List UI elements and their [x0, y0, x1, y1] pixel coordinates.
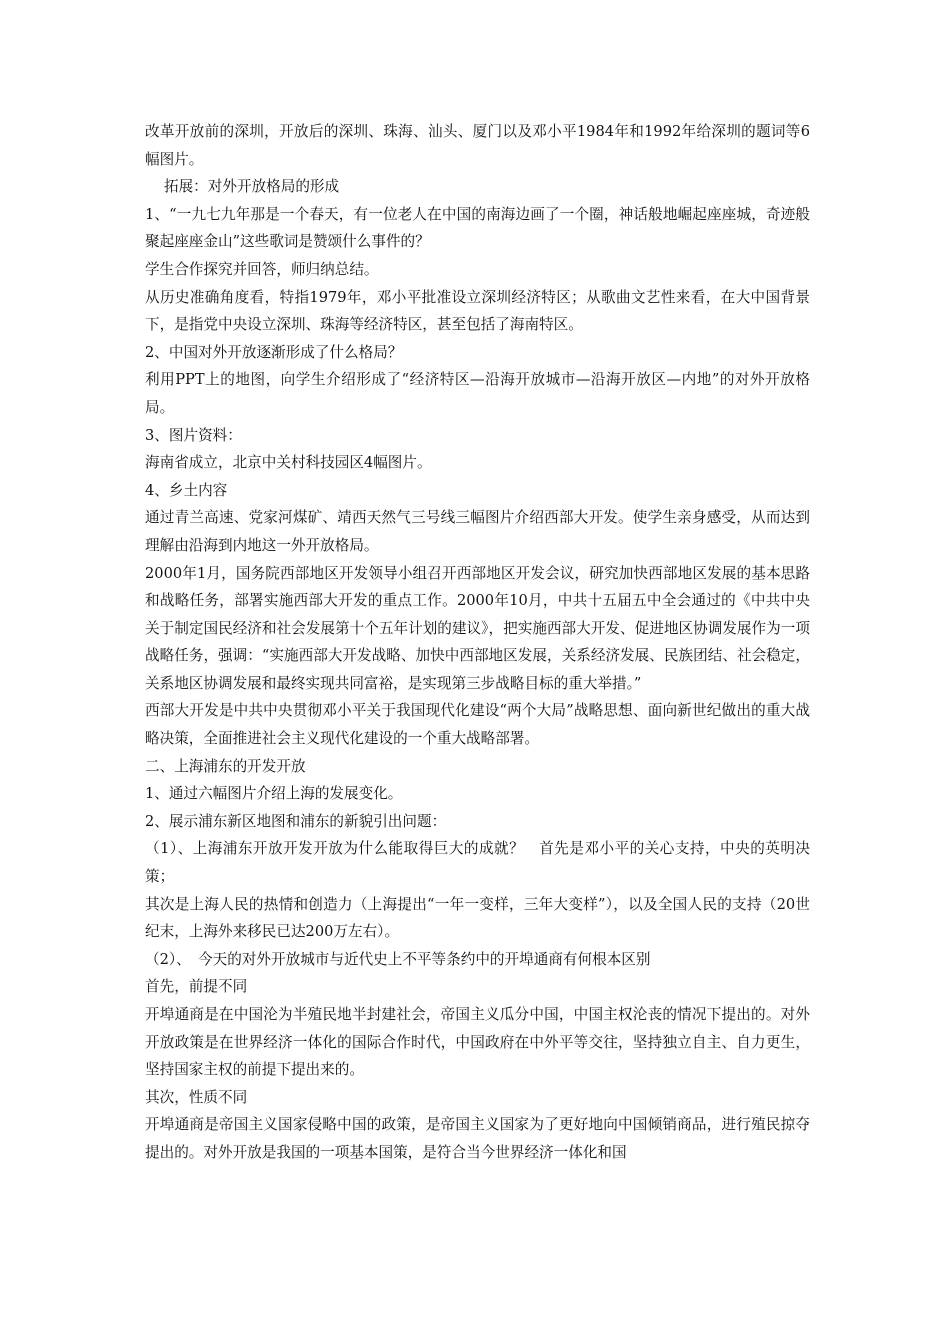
difference-premise-heading: 首先，前提不同 [145, 978, 248, 996]
paragraph-intro-images: 改革开放前的深圳，开放后的深圳、珠海、汕头、厦门以及邓小平1984年和1992年给深圳的题词等6幅图片。 [145, 123, 810, 168]
difference-nature-heading: 其次，性质不同 [145, 1088, 248, 1106]
paragraph-western-development-intro: 通过青兰高速、党家河煤矿、靖西天然气三号线三幅图片介绍西部大开发。使学生亲身感受，从而达到理解由沿海到内地这一外开放格局。 [145, 509, 810, 554]
question-2: 2、中国对外开放逐渐形成了什么格局？ [145, 343, 403, 361]
document-body [145, 118, 810, 1167]
pudong-answer-1: 其次是上海人民的热情和创造力（上海提出“一年一变样，三年大变样”），以及全国人民的支持（20世纪末，上海外来移民已达200万左右）。 [145, 895, 810, 941]
item-3-heading: 3、图片资料： [145, 426, 242, 444]
section-heading-extension: 拓展：对外开放格局的形成 [163, 178, 340, 196]
section-heading-pudong: 二、上海浦东的开发开放 [145, 757, 306, 775]
pudong-question-1: （1）、上海浦东开放开发开放为什么能取得巨大的成就？ 首先是邓小平的关心支持，中央的英明决策； [145, 840, 810, 886]
pudong-item-2: 2、展示浦东新区地图和浦东的新貌引出问题： [145, 812, 447, 830]
difference-premise-text: 开埠通商是在中国沦为半殖民地半封建社会，帝国主义瓜分中国，中国主权沦丧的情况下提出的。对外开放政策是在世界经济一体化的国际合作时代，中国政府在中外平等交往，坚持独立自主、自力更生，坚持国家主权的前提下提出来的。 [145, 1006, 810, 1079]
pudong-item-1: 1、通过六幅图片介绍上海的发展变化。 [145, 785, 403, 803]
pudong-question-2: （2）、 今天的对外开放城市与近代史上不平等条约中的开埠通商有何根本区别 [145, 950, 651, 968]
paragraph-answer-2: 利用PPT上的地图，向学生介绍形成了“经济特区—沿海开放城市—沿海开放区—内地”的对外开放格局。 [145, 371, 810, 416]
difference-nature-text: 开埠通商是帝国主义国家侵略中国的政策，是帝国主义国家为了更好地向中国倾销商品，进行殖民掠夺提出的。对外开放是我国的一项基本国策，是符合当今世界经济一体化和国 [145, 1116, 810, 1161]
paragraph-answer-1: 从历史准确角度看，特指1979年，邓小平批准设立深圳经济特区；从歌曲文艺性来看，在大中国背景下，是指党中央设立深圳、珠海等经济特区，甚至包括了海南特区。 [145, 288, 810, 334]
paragraph-images-hainan: 海南省成立，北京中关村科技园区4幅图片。 [145, 454, 432, 472]
paragraph-student-inquiry: 学生合作探究并回答，师归纳总结。 [145, 260, 379, 278]
item-4-heading: 4、乡土内容 [145, 481, 228, 499]
paragraph-western-development-strategy: 西部大开发是中共中央贯彻邓小平关于我国现代化建设“两个大局”战略思想、面向新世纪做出的重大战略决策，全面推进社会主义现代化建设的一个重大战略部署。 [145, 702, 810, 748]
question-1: 1、“一九七九年那是一个春天，有一位老人在中国的南海边画了一个圈，神话般地崛起座座城，奇迹般聚起座座金山”这些歌词是赞颂什么事件的？ [145, 205, 810, 251]
paragraph-western-development-2000: 2000年1月，国务院西部地区开发领导小组召开西部地区开发会议，研究加快西部地区发展的基本思路和战略任务，部署实施西部大开发的重点工作。2000年10月，中共十五届五中全会通过的《中共中央关于制定国民经济和社会发展第十个五年计划的建议》，把实施西部大开发、促进地区协调发展作为一项战略任务，强调：“实施西部大开发战略、加快中西部地区发展，关系经济发展、民族团结、社会稳定，关系地区协调发展和最终实现共同富裕，是实现第三步战略目标的重大举措。” [145, 564, 810, 692]
